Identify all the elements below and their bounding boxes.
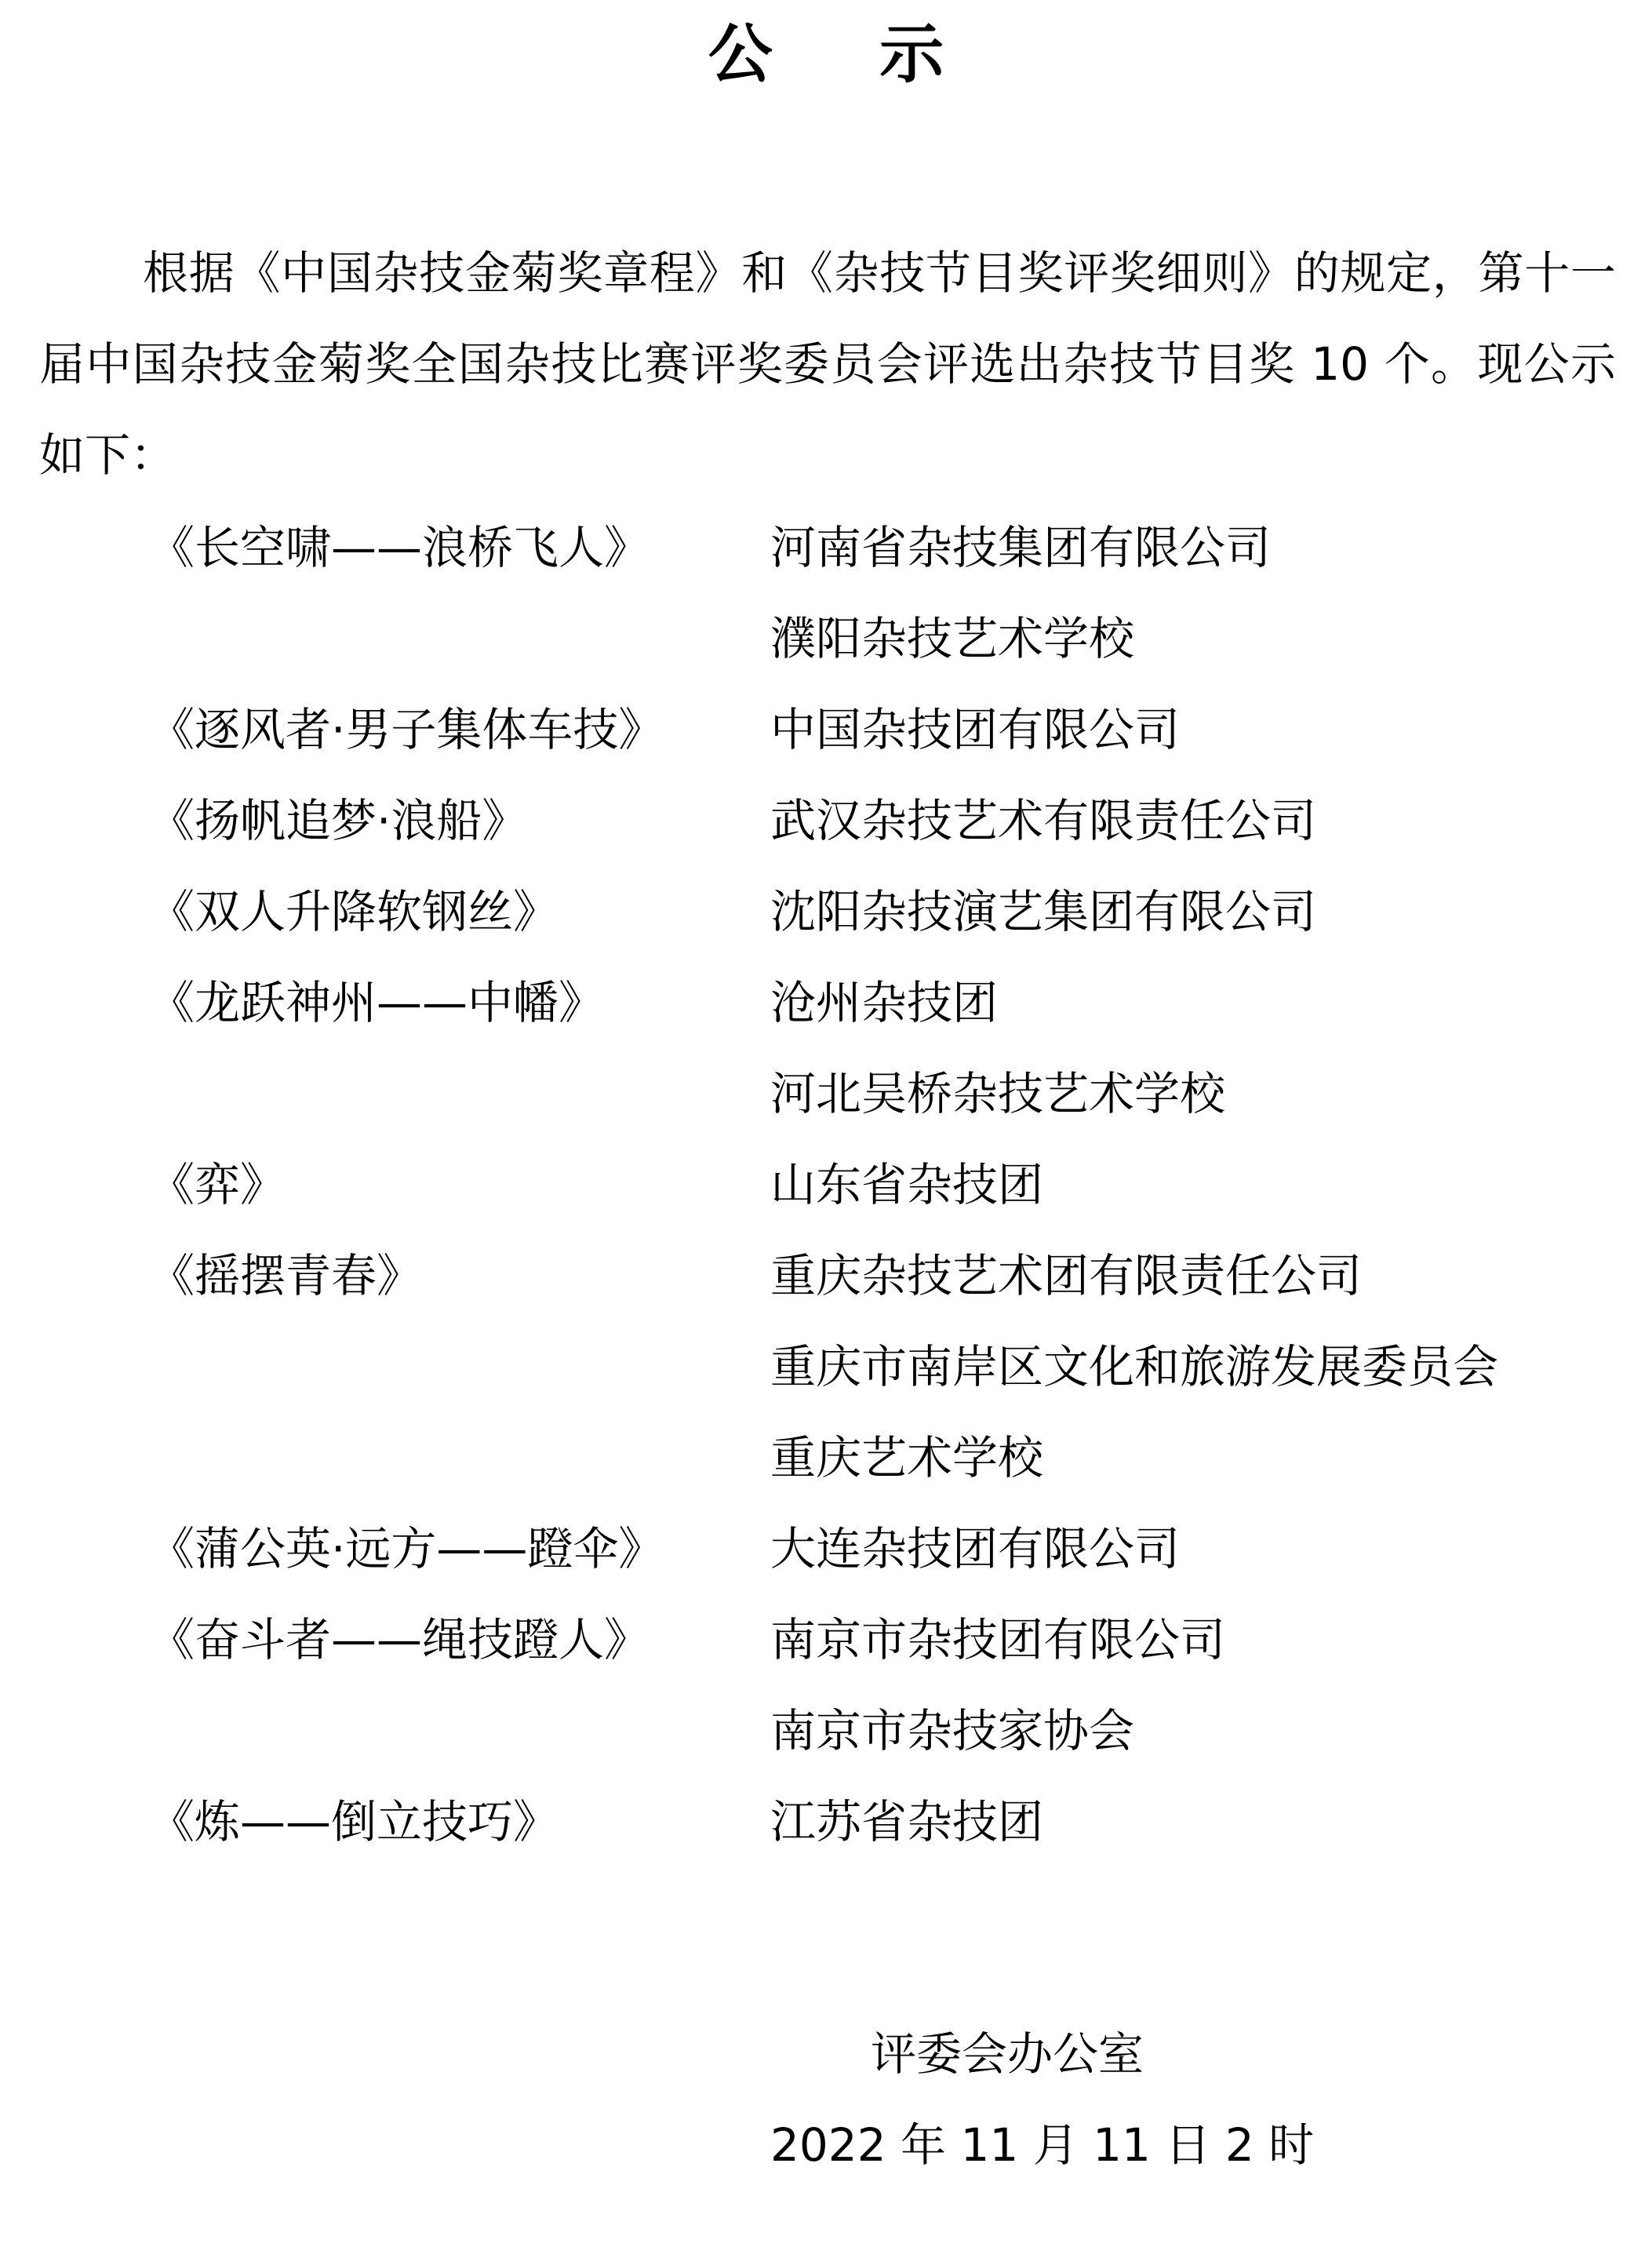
program-name: 《奋斗者——绳技蹬人》 [149, 1613, 650, 1666]
program-name: 《双人升降软钢丝》 [149, 885, 559, 938]
award-row [149, 866, 1624, 957]
unit-name: 河南省杂技集团有限公司 [770, 521, 1272, 574]
award-row [149, 502, 1624, 684]
award-list [149, 502, 1624, 1867]
unit-list [770, 1230, 1498, 1503]
signature: 评委会办公室 [871, 2027, 1144, 2081]
unit-list [770, 684, 1180, 775]
award-row [149, 1230, 1624, 1503]
unit-name: 江苏省杂技团 [770, 1795, 1044, 1848]
unit-list [770, 775, 1316, 866]
unit-list [770, 1594, 1225, 1776]
unit-name: 中国杂技团有限公司 [770, 703, 1181, 756]
award-row [149, 684, 1624, 775]
unit-list [770, 866, 1316, 957]
unit-name: 南京市杂技团有限公司 [770, 1613, 1226, 1666]
unit-name: 南京市杂技家协会 [770, 1704, 1135, 1757]
unit-name: 武汉杂技艺术有限责任公司 [770, 794, 1317, 847]
program-name: 《长空啸——浪桥飞人》 [149, 521, 650, 574]
unit-list [770, 1139, 1043, 1230]
program-name: 《摇摆青春》 [149, 1249, 423, 1302]
unit-name: 山东省杂技团 [770, 1158, 1044, 1211]
award-row [149, 1594, 1624, 1776]
unit-list [770, 957, 1225, 1139]
program-name: 《炼——倒立技巧》 [149, 1795, 559, 1848]
award-row [149, 1139, 1624, 1230]
unit-name: 沈阳杂技演艺集团有限公司 [770, 885, 1317, 938]
award-row [149, 957, 1624, 1139]
unit-name: 重庆杂技艺术团有限责任公司 [770, 1249, 1363, 1302]
page-title: 公 示 [708, 17, 987, 92]
unit-name: 重庆艺术学校 [770, 1431, 1044, 1484]
date: 2022 年 11 月 11 日 2 时 [770, 2118, 1315, 2172]
program-name: 《逐风者·男子集体车技》 [149, 703, 664, 756]
award-row [149, 1776, 1624, 1867]
unit-list [770, 1503, 1180, 1594]
program-name: 《蒲公英·远方——蹬伞》 [149, 1522, 664, 1575]
program-name: 《弈》 [149, 1158, 286, 1211]
unit-list [770, 1776, 1043, 1867]
unit-name: 河北吴桥杂技艺术学校 [770, 1067, 1226, 1120]
unit-name: 大连杂技团有限公司 [770, 1522, 1181, 1575]
program-name: 《扬帆追梦·浪船》 [149, 794, 528, 847]
unit-list [770, 502, 1271, 684]
award-row [149, 775, 1624, 866]
announcement-paragraph: 根据《中国杂技金菊奖章程》和《杂技节目奖评奖细则》的规定，第十一届中国杂技金菊奖全国杂技比赛评奖委员会评选出杂技节目奖 10 个。现公示如下： [39, 246, 1616, 482]
unit-name: 沧州杂技团 [770, 976, 999, 1029]
unit-name: 重庆市南岸区文化和旅游发展委员会 [770, 1340, 1499, 1393]
award-row [149, 1503, 1624, 1594]
unit-name: 濮阳杂技艺术学校 [770, 612, 1135, 665]
program-name: 《龙跃神州——中幡》 [149, 976, 605, 1029]
